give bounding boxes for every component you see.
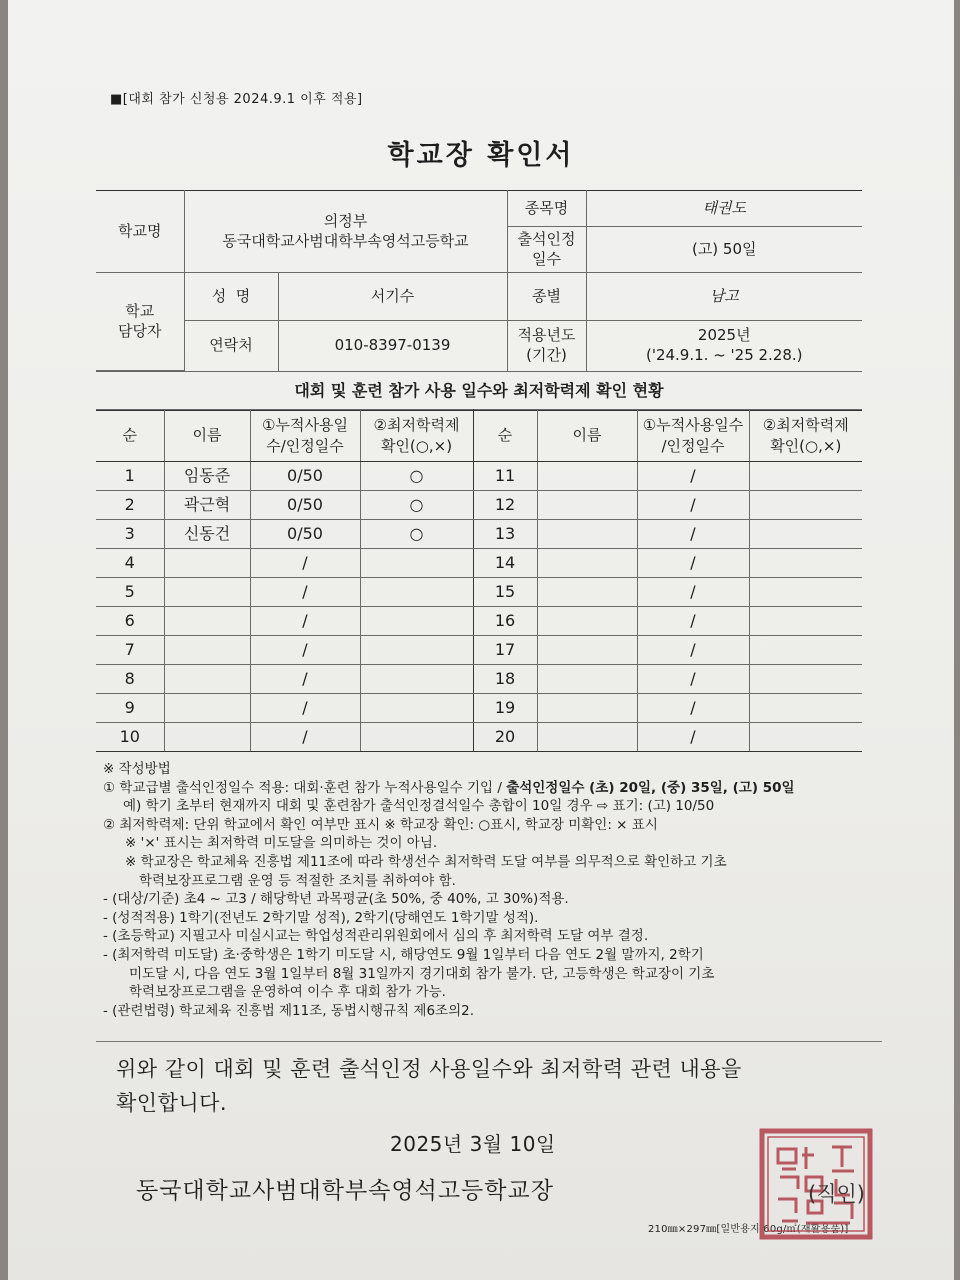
event-value: 태권도 [586, 191, 862, 227]
page-title: 학교장 확인서 [387, 140, 575, 171]
year-label: 적용년도 (기간) [507, 321, 586, 371]
table-row: 4 / 14 / [96, 549, 862, 578]
detail-3: - (초등학교) 지필고사 미실시교는 학업성적관리위원회에서 심의 후 최저학력 도달 여부 결정. [103, 928, 649, 945]
note-1-example: 예) 학기 초부터 현재까지 대회 및 훈련참가 출석인정결석일수 총합이 10일 경우 ⇨ 표기: (고) 10/50 [123, 798, 715, 815]
name-value: 서기수 [278, 273, 507, 321]
header-days-right: ①누적사용일수 /인정일수 [637, 410, 749, 462]
note-3: ※ '×' 표시는 최저학력 미도달을 의미하는 것이 아님. [125, 835, 438, 852]
table-row: 5 / 15 / [96, 578, 862, 607]
header-name: 이름 [164, 410, 250, 462]
header-days: ①누적사용일 수/인정일수 [250, 410, 360, 462]
year-value: 2025년 ('24.9.1. ~ '25 2.28.) [586, 321, 862, 371]
seal-label: (직인) [808, 1182, 865, 1206]
detail-4-cont: 미도달 시, 다음 연도 3월 1일부터 8월 31일까지 경기대회 참가 불가. 단, 고등학생은 학교장이 기초 [129, 965, 715, 982]
table-row: 1 임동준 0/50 ○ 11 / [96, 462, 862, 491]
confirmation-text: 위와 같이 대회 및 훈련 출석인정 사용일수와 최저학력 관련 내용을 확인합니다. [116, 1057, 742, 1115]
detail-2: - (성적적용) 1학기(전년도 2학기말 성적), 2학기(당해연도 1학기말 성적). [103, 909, 539, 926]
document-page [8, 0, 954, 1280]
attend-value: (고) 50일 [586, 227, 862, 273]
event-label: 종목명 [507, 191, 586, 227]
school-name: 의정부 동국대학교사범대학부속영석고등학교 [184, 191, 507, 273]
instructions [103, 760, 893, 1020]
category-value: 남고 [586, 273, 862, 321]
note-4: ※ 학교장은 학교체육 진흥법 제11조에 따라 학생선수 최저학력 도달 여부를 의무적으로 확인하고 기초 [125, 853, 727, 870]
issue-date: 2025년 3월 10일 [390, 1132, 556, 1156]
header-name-right: 이름 [537, 410, 637, 462]
name-label: 성 명 [184, 273, 278, 321]
note-1: ① 학교급별 출석인정일수 적용: 대회·훈련 참가 누적사용일수 기입 / 출석인정일수 (초) 20일, (중) 35일, (고) 50일 [103, 779, 795, 796]
table-row: 10 / 20 / [96, 723, 862, 752]
header-no: 순 [96, 410, 164, 462]
table-row: 7 / 17 / [96, 636, 862, 665]
note-2: ② 최저학력제: 단위 학교에서 확인 여부만 표시 ※ 학교장 확인: ○표시, 학교장 미확인: × 표시 [103, 816, 658, 833]
section-title: 대회 및 훈련 참가 사용 일수와 최저학력제 확인 현황 [96, 371, 862, 411]
note-4-cont: 학력보장프로그램 운영 등 적절한 조치를 취하여야 함. [139, 872, 456, 889]
table-row: 6 / 16 / [96, 607, 862, 636]
principal-name: 동국대학교사범대학부속영석고등학교장 [136, 1178, 554, 1204]
table-row: 2 곽근혁 0/50 ○ 12 / [96, 491, 862, 520]
contact-value: 010-8397-0139 [278, 321, 507, 371]
detail-4: - (최저학력 미도달) 초·중학생은 1학기 미도달 시, 해당연도 9월 1일부터 다음 연도 2월 말까지, 2학기 [103, 946, 704, 963]
attend-label: 출석인정 일수 [507, 227, 586, 273]
table-row: 8 / 18 / [96, 665, 862, 694]
table-row: 3 신동건 0/50 ○ 13 / [96, 520, 862, 549]
detail-4-cont2: 학력보장프로그램을 운영하여 이수 후 대회 참가 가능. [129, 984, 446, 1001]
contact-label: 연락처 [184, 321, 278, 371]
category-label: 종별 [507, 273, 586, 321]
notes-heading: ※ 작성방법 [103, 761, 171, 777]
info-table [96, 190, 862, 371]
roster-table [96, 409, 862, 752]
school-label: 학교명 [96, 191, 184, 273]
divider [96, 1041, 882, 1042]
header-note: ■[대회 참가 신청용 2024.9.1 이후 적용] [110, 92, 363, 107]
header-no-right: 순 [473, 410, 537, 462]
detail-5: - (관련법령) 학교체육 진흥법 제11조, 동법시행규칙 제6조의2. [103, 1002, 474, 1019]
table-row: 9 / 19 / [96, 694, 862, 723]
detail-1: - (대상/기준) 초4 ~ 고3 / 해당학년 과목평균(초 50%, 중 40%, 고 30%)적용. [103, 891, 569, 908]
header-min: ②최저학력제 확인(○,×) [360, 410, 473, 462]
header-min-right: ②최저학력제 확인(○,×) [749, 410, 862, 462]
manager-label: 학교 담당자 [96, 273, 184, 371]
paper-spec: 210㎜×297㎜[일반용지 60g/㎡(재활용품)] [648, 1224, 849, 1235]
